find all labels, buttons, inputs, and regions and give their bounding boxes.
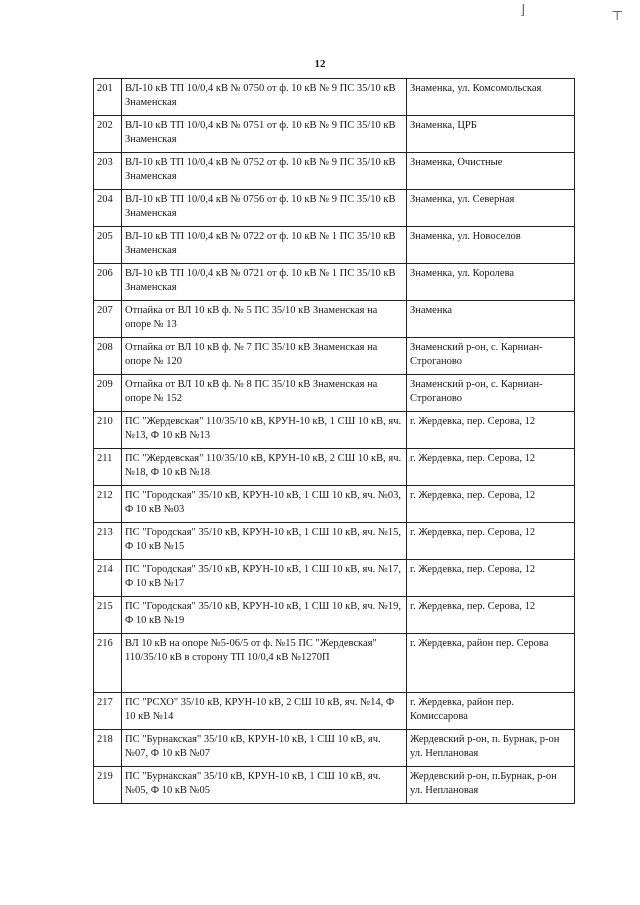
table-row xyxy=(94,375,575,412)
object-cell: ПС "Жердевская" 110/35/10 кВ, КРУН-10 кВ, 1 СШ 10 кВ, яч. №13, Ф 10 кВ №13 xyxy=(122,412,407,449)
table-row xyxy=(94,560,575,597)
row-number-cell: 215 xyxy=(94,597,122,634)
object-cell: ВЛ-10 кВ ТП 10/0,4 кВ № 0756 от ф. 10 кВ № 9 ПС 35/10 кВ Знаменская xyxy=(122,190,407,227)
address-cell: Знаменка, ул. Новоселов xyxy=(407,227,575,264)
table-row xyxy=(94,767,575,804)
table-row xyxy=(94,116,575,153)
object-cell: ВЛ 10 кВ на опоре №5-06/5 от ф. №15 ПС "Жердевская" 110/35/10 кВ в сторону ТП 10/0,4 кВ №1270П xyxy=(122,634,407,693)
corner-tick-mark: ⊤ xyxy=(611,8,624,23)
object-cell: ПС "Городская" 35/10 кВ, КРУН-10 кВ, 1 СШ 10 кВ, яч. №17, Ф 10 кВ №17 xyxy=(122,560,407,597)
row-number-cell: 208 xyxy=(94,338,122,375)
row-number-cell: 212 xyxy=(94,486,122,523)
object-cell: ВЛ-10 кВ ТП 10/0,4 кВ № 0722 от ф. 10 кВ № 1 ПС 35/10 кВ Знаменская xyxy=(122,227,407,264)
corner-tick-mark: ⌋ xyxy=(520,2,526,17)
address-cell: Знаменка, ЦРБ xyxy=(407,116,575,153)
address-cell: Знаменский р-он, с. Карниан-Строганово xyxy=(407,375,575,412)
registry-table xyxy=(93,78,575,804)
table-row xyxy=(94,338,575,375)
address-cell: Знаменка, Очистные xyxy=(407,153,575,190)
table-row xyxy=(94,153,575,190)
row-number-cell: 202 xyxy=(94,116,122,153)
row-number-cell: 213 xyxy=(94,523,122,560)
table-row xyxy=(94,693,575,730)
object-cell: ПС "Бурнакская" 35/10 кВ, КРУН-10 кВ, 1 СШ 10 кВ, яч. №07, Ф 10 кВ №07 xyxy=(122,730,407,767)
table-row xyxy=(94,412,575,449)
address-cell: Знаменский р-он, с. Карниан-Строганово xyxy=(407,338,575,375)
table-row xyxy=(94,523,575,560)
row-number-cell: 204 xyxy=(94,190,122,227)
page-number: 12 xyxy=(314,58,326,70)
address-cell: Знаменка, ул. Королева xyxy=(407,264,575,301)
row-number-cell: 209 xyxy=(94,375,122,412)
table-row xyxy=(94,79,575,116)
object-cell: Отпайка от ВЛ 10 кВ ф. № 5 ПС 35/10 кВ Знаменская на опоре № 13 xyxy=(122,301,407,338)
row-number-cell: 206 xyxy=(94,264,122,301)
address-cell: г. Жердевка, пер. Серова, 12 xyxy=(407,560,575,597)
row-number-cell: 219 xyxy=(94,767,122,804)
address-cell: г. Жердевка, пер. Серова, 12 xyxy=(407,597,575,634)
object-cell: ВЛ-10 кВ ТП 10/0,4 кВ № 0752 от ф. 10 кВ № 9 ПС 35/10 кВ Знаменская xyxy=(122,153,407,190)
object-cell: ВЛ-10 кВ ТП 10/0,4 кВ № 0750 от ф. 10 кВ № 9 ПС 35/10 кВ Знаменская xyxy=(122,79,407,116)
object-cell: ПС "Городская" 35/10 кВ, КРУН-10 кВ, 1 СШ 10 кВ, яч. №03, Ф 10 кВ №03 xyxy=(122,486,407,523)
object-cell: ПС "Городская" 35/10 кВ, КРУН-10 кВ, 1 СШ 10 кВ, яч. №19, Ф 10 кВ №19 xyxy=(122,597,407,634)
object-cell: ВЛ-10 кВ ТП 10/0,4 кВ № 0721 от ф. 10 кВ № 1 ПС 35/10 кВ Знаменская xyxy=(122,264,407,301)
table-row xyxy=(94,301,575,338)
registry-table-body xyxy=(94,79,575,804)
address-cell: Знаменка, ул. Северная xyxy=(407,190,575,227)
table-row xyxy=(94,597,575,634)
address-cell: Знаменка xyxy=(407,301,575,338)
row-number-cell: 218 xyxy=(94,730,122,767)
table-row xyxy=(94,190,575,227)
row-number-cell: 217 xyxy=(94,693,122,730)
row-number-cell: 207 xyxy=(94,301,122,338)
address-cell: Жердевский р-он, п.Бурнак, р-он ул. Неплановая xyxy=(407,767,575,804)
table-row xyxy=(94,730,575,767)
object-cell: ПС "Бурнакская" 35/10 кВ, КРУН-10 кВ, 1 СШ 10 кВ, яч. №05, Ф 10 кВ №05 xyxy=(122,767,407,804)
address-cell: г. Жердевка, пер. Серова, 12 xyxy=(407,523,575,560)
object-cell: Отпайка от ВЛ 10 кВ ф. № 8 ПС 35/10 кВ Знаменская на опоре № 152 xyxy=(122,375,407,412)
address-cell: г. Жердевка, пер. Серова, 12 xyxy=(407,486,575,523)
row-number-cell: 201 xyxy=(94,79,122,116)
row-number-cell: 211 xyxy=(94,449,122,486)
address-cell: г. Жердевка, пер. Серова, 12 xyxy=(407,449,575,486)
row-number-cell: 214 xyxy=(94,560,122,597)
row-number-cell: 203 xyxy=(94,153,122,190)
address-cell: Знаменка, ул. Комсомольская xyxy=(407,79,575,116)
row-number-cell: 205 xyxy=(94,227,122,264)
table-row xyxy=(94,264,575,301)
object-cell: ПС "Городская" 35/10 кВ, КРУН-10 кВ, 1 СШ 10 кВ, яч. №15, Ф 10 кВ №15 xyxy=(122,523,407,560)
object-cell: ПС "Жердевская" 110/35/10 кВ, КРУН-10 кВ, 2 СШ 10 кВ, яч. №18, Ф 10 кВ №18 xyxy=(122,449,407,486)
row-number-cell: 216 xyxy=(94,634,122,693)
address-cell: г. Жердевка, район пер. Комиссарова xyxy=(407,693,575,730)
table-row xyxy=(94,634,575,693)
address-cell: г. Жердевка, пер. Серова, 12 xyxy=(407,412,575,449)
table-row xyxy=(94,227,575,264)
table-row xyxy=(94,486,575,523)
address-cell: Жердевский р-он, п. Бурнак, р-он ул. Неплановая xyxy=(407,730,575,767)
object-cell: Отпайка от ВЛ 10 кВ ф. № 7 ПС 35/10 кВ Знаменская на опоре № 120 xyxy=(122,338,407,375)
table-row xyxy=(94,449,575,486)
object-cell: ВЛ-10 кВ ТП 10/0,4 кВ № 0751 от ф. 10 кВ № 9 ПС 35/10 кВ Знаменская xyxy=(122,116,407,153)
object-cell: ПС "РСХО" 35/10 кВ, КРУН-10 кВ, 2 СШ 10 кВ, яч. №14, Ф 10 кВ №14 xyxy=(122,693,407,730)
address-cell: г. Жердевка, район пер. Серова xyxy=(407,634,575,693)
row-number-cell: 210 xyxy=(94,412,122,449)
